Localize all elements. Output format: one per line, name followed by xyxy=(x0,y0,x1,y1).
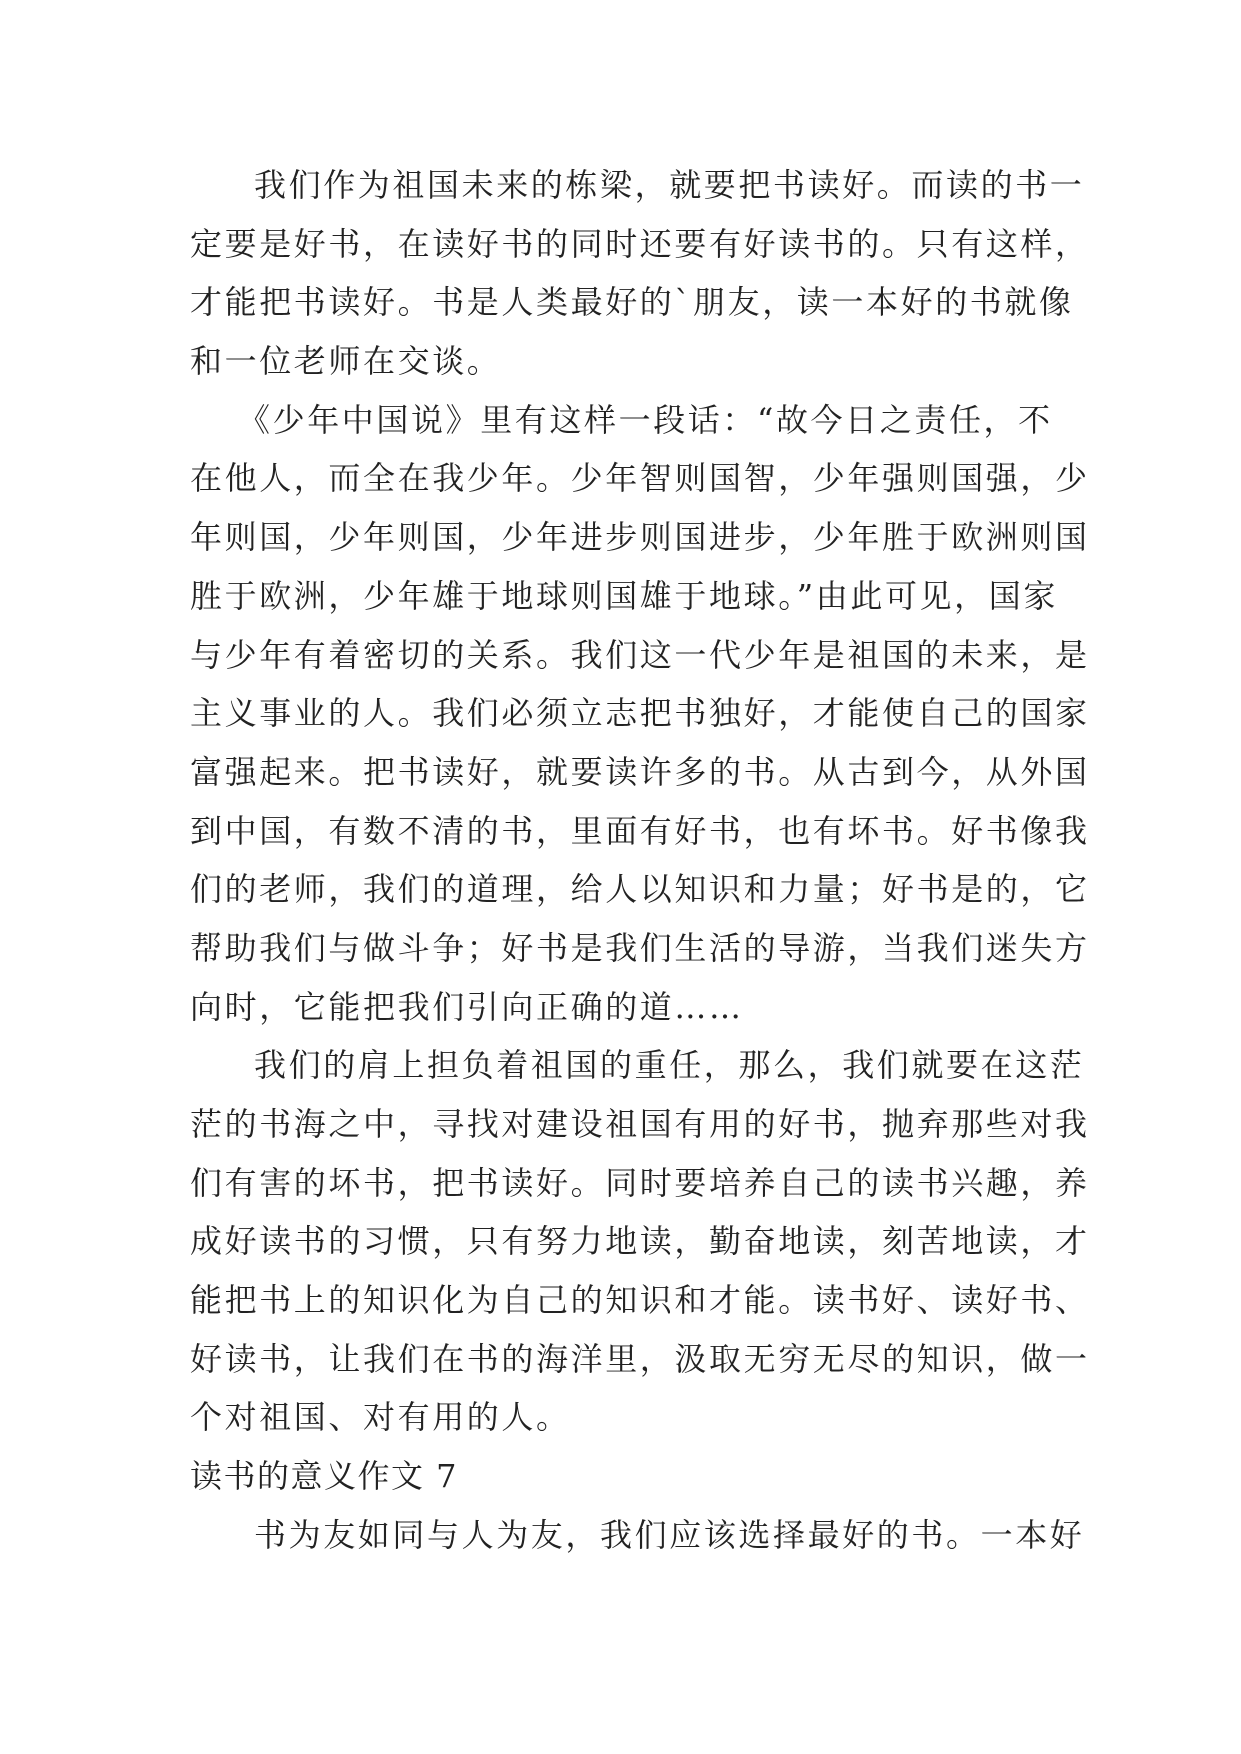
paragraph-2-line-3: 年则国，少年则国，少年进步则国进步，少年胜于欧洲则国 xyxy=(190,518,1090,557)
paragraph-3-line-3: 们有害的坏书，把书读好。同时要培养自己的读书兴趣，养 xyxy=(190,1163,1090,1202)
paragraph-3-line-4: 成好读书的习惯，只有努力地读，勤奋地读，刻苦地读，才 xyxy=(190,1222,1090,1261)
paragraph-2-line-9: 们的老师，我们的道理，给人以知识和力量；好书是的，它 xyxy=(190,870,1090,909)
paragraph-2-line-8: 到中国，有数不清的书，里面有好书，也有坏书。好书像我 xyxy=(190,811,1090,850)
paragraph-2-line-5: 与少年有着密切的关系。我们这一代少年是祖国的未来，是 xyxy=(190,635,1090,674)
paragraph-2-line-6: 主义事业的人。我们必须立志把书独好，才能使自己的国家 xyxy=(190,694,1090,733)
paragraph-3-line-1: 我们的肩上担负着祖国的重任，那么，我们就要在这茫 xyxy=(254,1046,1085,1085)
paragraph-1-line-2: 定要是好书，在读好书的同时还要有好读书的。只有这样， xyxy=(190,224,1090,263)
paragraph-2-line-4: 胜于欧洲，少年雄于地球则国雄于地球。”由此可见，国家 xyxy=(190,576,1058,615)
paragraph-2-line-7: 富强起来。把书读好，就要读许多的书。从古到今，从外国 xyxy=(190,752,1090,791)
paragraph-2-line-1: 《少年中国说》里有这样一段话：“故今日之责任，不 xyxy=(238,400,1053,439)
section-heading: 读书的意义作文 7 xyxy=(190,1457,459,1496)
paragraph-4-line-1: 书为友如同与人为友，我们应该选择最好的书。一本好 xyxy=(254,1515,1085,1554)
paragraph-3-line-6: 好读书，让我们在书的海洋里，汲取无穷无尽的知识，做一 xyxy=(190,1339,1090,1378)
paragraph-2-line-11: 向时，它能把我们引向正确的道…… xyxy=(190,987,744,1026)
paragraph-2-line-2: 在他人，而全在我少年。少年智则国智，少年强则国强，少 xyxy=(190,459,1090,498)
paragraph-3-line-2: 茫的书海之中，寻找对建设祖国有用的好书，抛弃那些对我 xyxy=(190,1105,1090,1143)
paragraph-1-line-1: 我们作为祖国未来的栋梁，就要把书读好。而读的书一 xyxy=(254,166,1085,204)
paragraph-2-line-10: 帮助我们与做斗争；好书是我们生活的导游，当我们迷失方 xyxy=(190,928,1090,967)
paragraph-1-line-3: 才能把书读好。书是人类最好的`朋友，读一本好的书就像 xyxy=(190,283,1074,322)
essay-body xyxy=(190,156,1090,1565)
paragraph-3-line-7: 个对祖国、对有用的人。 xyxy=(190,1398,571,1437)
paragraph-3-line-5: 能把书上的知识化为自己的知识和才能。读书好、读好书、 xyxy=(190,1281,1090,1320)
paragraph-1-line-4: 和一位老师在交谈。 xyxy=(190,342,502,381)
